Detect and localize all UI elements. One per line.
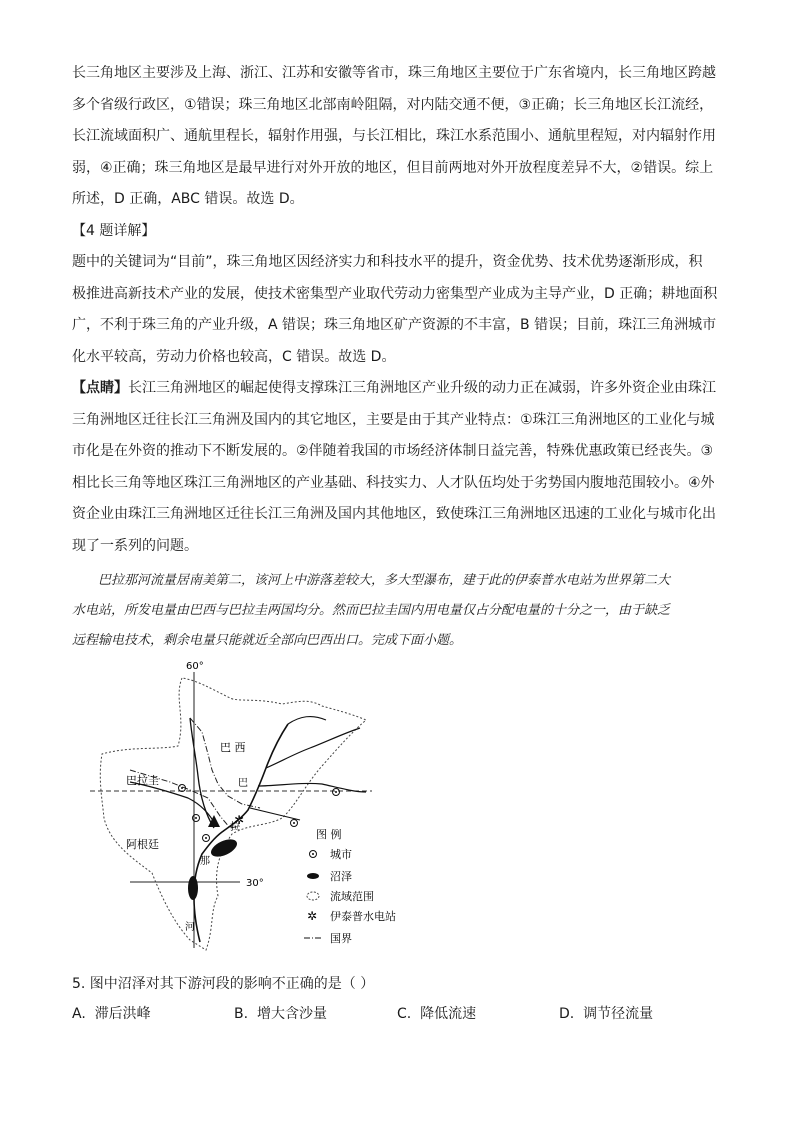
label-paraguay: 巴拉圭 [126, 774, 159, 787]
detail-4-paragraph [72, 247, 724, 373]
option-text: 滞后洪峰 [94, 1006, 151, 1022]
analysis-3-line: 长江流域面积广、通航里程长，辐射作用强，与长江相比，珠江水系范围小、通航里程短，对内辐射作用 [72, 128, 716, 144]
tip-line: 三角洲地区迁往长江三角洲及国内的其它地区，主要是由于其产业特点：①珠江三角洲地区的工业化与城 [72, 411, 715, 428]
question-5-stem: 5. 图中沼泽对其下游河段的影响不正确的是（ ） [72, 976, 375, 992]
option-a[interactable] [72, 1003, 151, 1023]
option-text: 增大含沙量 [256, 1006, 327, 1022]
intro-line: 巴拉那河流量居南美第二，该河上中游落差较大，多大型瀑布，建于此的伊泰普水电站为世界第二大 [98, 573, 671, 588]
iguacu-river [250, 808, 300, 820]
detail-4-line: 广，不利于珠三角的产业升级，A 错误；珠三角地区矿产资源的不丰富，B 错误；目前，珠江三角洲城市 [72, 317, 717, 333]
option-text: 降低流速 [420, 1006, 477, 1022]
legend-item-dam: 伊泰普水电站 [330, 910, 396, 923]
legend-item-basin: 流域范围 [330, 890, 374, 903]
label-brazil: 巴 西 [220, 741, 246, 754]
detail-4-heading: 【4 题详解】 [72, 222, 156, 239]
parana-river [194, 724, 288, 942]
dam-icon: ✲ [307, 909, 318, 923]
map-legend [304, 827, 396, 945]
lon-label: 60° [186, 661, 204, 672]
swamp-marker [188, 876, 198, 900]
river-label-ba: 巴 [238, 778, 248, 789]
itaipu-dam-icon: ✲ [234, 813, 245, 827]
option-key: C. [397, 1006, 412, 1022]
option-c[interactable] [397, 1003, 476, 1023]
tributary-north [266, 728, 360, 768]
river-label-he: 河 [185, 922, 195, 933]
map-svg [90, 658, 430, 958]
tip-line-first [72, 373, 724, 405]
river-label-la: 拉 [230, 822, 240, 833]
parana-river-map [90, 658, 430, 958]
analysis-3-line: 所述，D 正确，ABC 错误。故选 D。 [72, 191, 304, 207]
option-key: D. [559, 1006, 575, 1022]
analysis-3-line: 长三角地区主要涉及上海、浙江、江苏和安徽等省市，珠三角地区主要位于广东省境内，长三角地区跨越 [72, 65, 716, 81]
legend-item-border: 国界 [330, 932, 352, 945]
intro-line: 远程输电技术，剩余电量只能就近全部向巴西出口。完成下面小题。 [72, 633, 463, 648]
detail-4-line: 题中的关键词为“目前”，珠三角地区因经济实力和科技水平的提升，资金优势、技术优势逐渐形成，积 [72, 254, 703, 270]
tip-paragraph [72, 373, 724, 562]
analysis-3-line: 多个省级行政区，①错误；珠三角地区北部南岭阻隔，对内陆交通不便，③正确；长三角地区长江流经， [72, 96, 714, 113]
tip-line: 相比长三角等地区珠江三角洲地区的产业基础、科技实力、人才队伍均处于劣势国内腹地范围较小。④外 [72, 474, 715, 491]
option-b[interactable] [234, 1003, 327, 1023]
detail-4-line: 化水平较高，劳动力价格也较高，C 错误。故选 D。 [72, 348, 396, 365]
analysis-3-paragraph [72, 58, 724, 216]
tip-line: 长江三角洲地区的崛起使得支撑珠江三角洲地区产业升级的动力正在减弱，许多外资企业由珠江 [128, 380, 716, 396]
option-text: 调节径流量 [583, 1006, 654, 1022]
tip-label: 【点睛】 [72, 380, 128, 396]
lat-label: 30° [246, 878, 264, 889]
option-key: A. [72, 1006, 86, 1022]
tip-line: 资企业由珠江三角洲地区迁往长江三角洲及国内其他地区，致使珠江三角洲地区迅速的工业化与城市化出 [72, 506, 716, 522]
option-key: B. [234, 1006, 249, 1022]
detail-4-line: 极推进高新技术产业的发展，使技术密集型产业取代劳动力密集型产业成为主导产业，D 正确；耕地面积 [72, 285, 718, 302]
tip-line: 市化是在外资的推动下不断发展的。②伴随着我国的市场经济体制日益完善，特殊优惠政策已经丧失。③ [72, 443, 714, 459]
question-intro [72, 566, 724, 656]
label-argentina: 阿根廷 [126, 838, 159, 851]
option-d[interactable] [559, 1003, 653, 1023]
swamp-icon [307, 873, 319, 879]
basin-icon [307, 892, 319, 900]
document-body [72, 58, 724, 656]
river-label-na: 那 [200, 856, 210, 867]
legend-item-city: 城市 [330, 848, 352, 861]
legend-item-swamp: 沼泽 [330, 870, 352, 883]
legend-title: 图 例 [316, 828, 342, 841]
intro-line: 水电站，所发电量由巴西与巴拉圭两国均分。然而巴拉圭国内用电量仅占分配电量的十分之一，由于缺乏 [72, 603, 671, 618]
tributary-head [288, 717, 326, 724]
analysis-3-line: 弱，④正确；珠三角地区是最早进行对外开放的地区，但目前两地对外开放程度差异不大，②错误。综上 [72, 159, 714, 176]
tip-line: 现了一系列的问题。 [72, 537, 198, 554]
